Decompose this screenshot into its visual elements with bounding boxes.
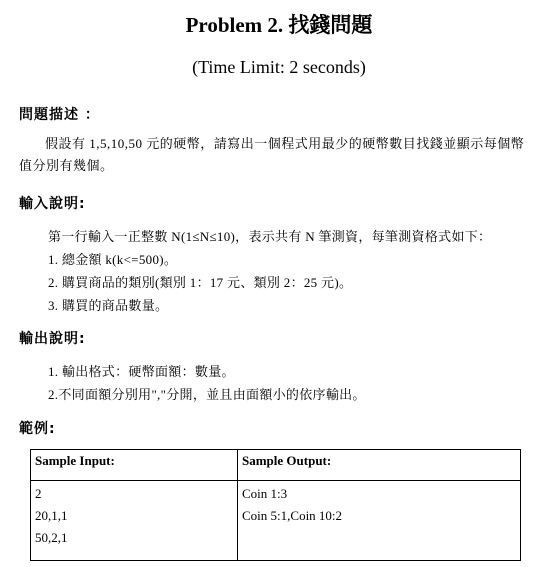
sample-output-cell (238, 481, 521, 561)
sample-output-line: Coin 1:3 (242, 486, 288, 501)
description-text: 假設有 1,5,10,50 元的硬幣，請寫出一個程式用最少的硬幣數目找錢並顯示每個幣值分別有幾個。 (19, 136, 525, 173)
sample-output-line: Coin 5:1,Coin 10:2 (242, 508, 343, 523)
example-heading: 範例: (19, 421, 56, 437)
description-heading: 問題描述 ： (19, 107, 100, 123)
sample-input-cell (31, 481, 238, 561)
time-limit: (Time Limit: 2 seconds) (192, 57, 366, 77)
sample-table (30, 449, 521, 561)
sample-input-line: 20,1,1 (35, 508, 68, 523)
input-heading: 輸入說明: (19, 196, 86, 212)
sample-output-header: Sample Output: (238, 450, 521, 481)
sample-input-line: 2 (35, 486, 42, 501)
output-heading: 輸出說明: (19, 331, 86, 347)
sample-input-line: 50,2,1 (35, 530, 68, 545)
input-line: 2. 購買商品的類別(類別 1：17 元、類別 2：25 元)。 (48, 275, 353, 290)
input-line: 1. 總金額 k(k<=500)。 (48, 252, 178, 267)
input-line: 第一行輸入一正整數 N(1≤N≤10)，表示共有 N 筆測資，每筆測資格式如下： (48, 229, 492, 244)
output-line: 1. 輸出格式：硬幣面額：數量。 (48, 364, 235, 379)
output-line: 2.不同面額分別用","分開，並且由面額小的依序輸出。 (48, 387, 366, 402)
problem-title: Problem 2. 找錢問題 (185, 13, 373, 37)
input-line: 3. 購買的商品數量。 (48, 298, 169, 313)
sample-input-header: Sample Input: (31, 450, 238, 481)
